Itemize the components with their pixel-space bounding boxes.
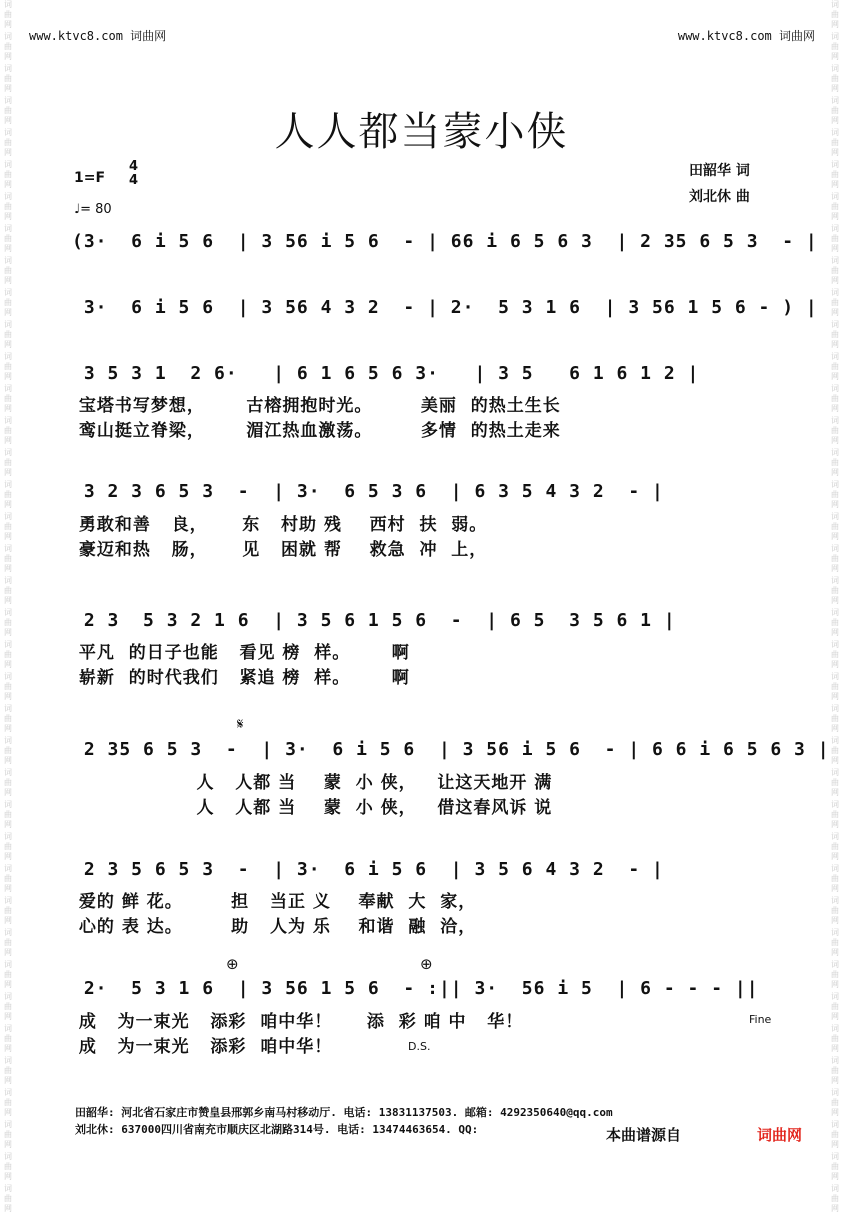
time-signature	[129, 160, 138, 188]
source-label: 本曲谱源自	[606, 1126, 682, 1144]
watermark-text: 词 曲 网	[831, 1120, 839, 1149]
watermark-text: 词 曲 网	[831, 672, 839, 701]
watermark-text: 词 曲 网	[831, 0, 839, 29]
watermark-text: 词 曲 网	[4, 320, 12, 349]
score-line-3-notes: 3 5 3 1 2 6· | 6 1 6 5 6 3· | 3 5 6 1 6 1 2 |	[72, 363, 700, 384]
watermark-text: 词 曲 网	[831, 32, 839, 61]
watermark-text: 词 曲 网	[4, 512, 12, 541]
watermark-text: 词 曲 网	[831, 352, 839, 381]
watermark-text: 词 曲 网	[831, 960, 839, 989]
watermark-text: 词 曲 网	[831, 1088, 839, 1117]
site-logo[interactable]: 词曲网	[757, 1126, 803, 1144]
watermark-text: 词 曲 网	[4, 64, 12, 93]
score-line-4-notes: 3 2 3 6 5 3 - | 3· 6 5 3 6 | 6 3 5 4 3 2 - |	[72, 481, 664, 502]
watermark-text: 词 曲 网	[4, 1120, 12, 1149]
watermark-text: 词 曲 网	[4, 928, 12, 957]
watermark-text: 词 曲 网	[831, 864, 839, 893]
coda-icon: ⊕	[226, 955, 239, 973]
watermark-text: 词 曲 网	[4, 384, 12, 413]
score-line-7-lyric-1: 爱的 鲜 花。 担 当正 义 奉献 大 家，	[72, 892, 477, 912]
lyricist-credit: 田韶华 词	[689, 163, 750, 179]
watermark-text: 词 曲 网	[831, 640, 839, 669]
watermark-strip-right	[828, 0, 842, 1213]
watermark-text: 词 曲 网	[831, 384, 839, 413]
watermark-text: 词 曲 网	[831, 544, 839, 573]
watermark-text: 词 曲 网	[4, 1056, 12, 1085]
score-line-4-lyric-2: 豪迈和热 肠， 见 困就 帮 救急 冲 上，	[72, 540, 488, 560]
key-signature: 1=F	[74, 170, 106, 186]
footer-composer-contact: 刘北休: 637000四川省南充市顺庆区北湖路314号. 电话: 13474463654. QQ:	[75, 1123, 479, 1136]
watermark-text: 词 曲 网	[831, 928, 839, 957]
watermark-text: 词 曲 网	[831, 224, 839, 253]
watermark-text: 词 曲 网	[831, 576, 839, 605]
watermark-text: 词 曲 网	[4, 544, 12, 573]
watermark-text: 词 曲 网	[831, 448, 839, 477]
watermark-text: 词 曲 网	[831, 288, 839, 317]
watermark-text: 词 曲 网	[4, 1024, 12, 1053]
watermark-text: 词 曲 网	[831, 1024, 839, 1053]
watermark-text: 词 曲 网	[831, 480, 839, 509]
watermark-text: 词 曲 网	[4, 0, 12, 29]
watermark-text: 词 曲 网	[831, 160, 839, 189]
header-site-left[interactable]: www.ktvc8.com 词曲网	[29, 29, 167, 43]
watermark-text: 词 曲 网	[4, 608, 12, 637]
composer-credit: 刘北休 曲	[689, 189, 750, 205]
watermark-text: 词 曲 网	[4, 96, 12, 125]
watermark-text: 词 曲 网	[831, 416, 839, 445]
watermark-text: 词 曲 网	[831, 800, 839, 829]
watermark-text: 词 曲 网	[4, 160, 12, 189]
watermark-text: 词 曲 网	[831, 256, 839, 285]
time-sig-top: 4	[129, 159, 139, 174]
watermark-strip-left	[1, 0, 15, 1213]
watermark-text: 词 曲 网	[4, 992, 12, 1021]
watermark-text: 词 曲 网	[4, 1152, 12, 1181]
watermark-text: 词 曲 网	[831, 320, 839, 349]
score-line-4-lyric-1: 勇敢和善 良， 东 村助 残 西村 扶 弱。	[72, 515, 488, 535]
segno-icon: 𝄋	[237, 715, 244, 733]
score-line-6-lyric-1: 人 人都 当 蒙 小 侠， 让这天地开 满	[72, 773, 553, 793]
watermark-text: 词 曲 网	[4, 736, 12, 765]
fine-marking: Fine	[749, 1013, 772, 1026]
watermark-text: 词 曲 网	[4, 448, 12, 477]
score-line-6-lyric-2: 人 人都 当 蒙 小 侠， 借这春风诉 说	[72, 798, 553, 818]
watermark-text: 词 曲 网	[4, 1088, 12, 1117]
watermark-text: 词 曲 网	[4, 640, 12, 669]
watermark-text: 词 曲 网	[831, 192, 839, 221]
watermark-text: 词 曲 网	[831, 736, 839, 765]
score-line-3-lyric-2: 鸾山挺立脊梁， 湄江热血激荡。 多情 的热土走来	[72, 421, 561, 441]
watermark-text: 词 曲 网	[4, 32, 12, 61]
header-site-right[interactable]: www.ktvc8.com 词曲网	[677, 29, 815, 43]
coda-icon-2: ⊕	[420, 955, 433, 973]
watermark-text: 词 曲 网	[4, 704, 12, 733]
watermark-text: 词 曲 网	[831, 1152, 839, 1181]
watermark-text: 词 曲 网	[831, 64, 839, 93]
watermark-text: 词 曲 网	[4, 672, 12, 701]
score-line-7-lyric-2: 心的 表 达。 助 人为 乐 和谐 融 洽，	[72, 917, 477, 937]
score-line-1-notes: (3· 6 i 5 6 | 3 56 i 5 6 - | 66 i 6 5 6 3 | 2 35 6 5 3 - |	[72, 231, 818, 252]
watermark-text: 词 曲 网	[4, 480, 12, 509]
watermark-text: 词 曲 网	[4, 576, 12, 605]
watermark-text: 词 曲 网	[831, 128, 839, 157]
watermark-text: 词 曲 网	[4, 896, 12, 925]
ds-marking: D.S.	[408, 1040, 431, 1053]
score-line-6-notes: 2 35 6 5 3 - | 3· 6 i 5 6 | 3 56 i 5 6 - | 6 6 i 6 5 6 3 |	[72, 739, 830, 760]
watermark-text: 词 曲 网	[831, 768, 839, 797]
time-sig-bottom: 4	[129, 173, 139, 188]
watermark-text: 词 曲 网	[831, 96, 839, 125]
watermark-text: 词 曲 网	[4, 864, 12, 893]
watermark-text: 词 曲 网	[831, 608, 839, 637]
watermark-text: 词 曲 网	[831, 832, 839, 861]
score-line-3-lyric-1: 宝塔书写梦想， 古榕拥抱时光。 美丽 的热土生长	[72, 396, 561, 416]
score-line-8-lyric-2: 成 为一束光 添彩 咱中华！	[72, 1037, 333, 1057]
score-line-7-notes: 2 3 5 6 5 3 - | 3· 6 i 5 6 | 3 5 6 4 3 2 - |	[72, 859, 664, 880]
score-line-8-notes: 2· 5 3 1 6 | 3 56 1 5 6 - :|| 3· 56 i 5 | 6 - - - ||	[72, 978, 759, 999]
watermark-text: 词 曲 网	[831, 1056, 839, 1085]
watermark-text: 词 曲 网	[831, 512, 839, 541]
watermark-text: 词 曲 网	[831, 992, 839, 1021]
watermark-text: 词 曲 网	[4, 416, 12, 445]
watermark-text: 词 曲 网	[4, 192, 12, 221]
watermark-text: 词 曲 网	[4, 128, 12, 157]
watermark-text: 词 曲 网	[4, 256, 12, 285]
watermark-text: 词 曲 网	[4, 768, 12, 797]
watermark-text: 词 曲 网	[831, 1184, 839, 1213]
tempo-marking: ♩= 80	[74, 202, 112, 217]
footer-lyricist-contact: 田韶华: 河北省石家庄市赞皇县邢郭乡南马村移动厅. 电话: 13831137503. 邮箱: 4292350640@qq.com	[75, 1106, 613, 1119]
song-title: 人人都当蒙小侠	[274, 109, 569, 155]
score-line-2-notes: 3· 6 i 5 6 | 3 56 4 3 2 - | 2· 5 3 1 6 | 3 56 1 5 6 - ) |	[72, 297, 818, 318]
score-line-5-lyric-2: 崭新 的时代我们 紧追 榜 样。 啊	[72, 668, 410, 688]
watermark-text: 词 曲 网	[4, 832, 12, 861]
score-line-5-notes: 2 3 5 3 2 1 6 | 3 5 6 1 5 6 - | 6 5 3 5 6 1 |	[72, 610, 676, 631]
watermark-text: 词 曲 网	[4, 1184, 12, 1213]
watermark-text: 词 曲 网	[831, 704, 839, 733]
watermark-text: 词 曲 网	[4, 224, 12, 253]
watermark-text: 词 曲 网	[4, 288, 12, 317]
score-line-8-lyric-1: 成 为一束光 添彩 咱中华！ 添 彩 咱 中 华！	[72, 1012, 524, 1032]
watermark-text: 词 曲 网	[4, 352, 12, 381]
watermark-text: 词 曲 网	[4, 800, 12, 829]
score-line-5-lyric-1: 平凡 的日子也能 看见 榜 样。 啊	[72, 643, 410, 663]
watermark-text: 词 曲 网	[4, 960, 12, 989]
watermark-text: 词 曲 网	[831, 896, 839, 925]
